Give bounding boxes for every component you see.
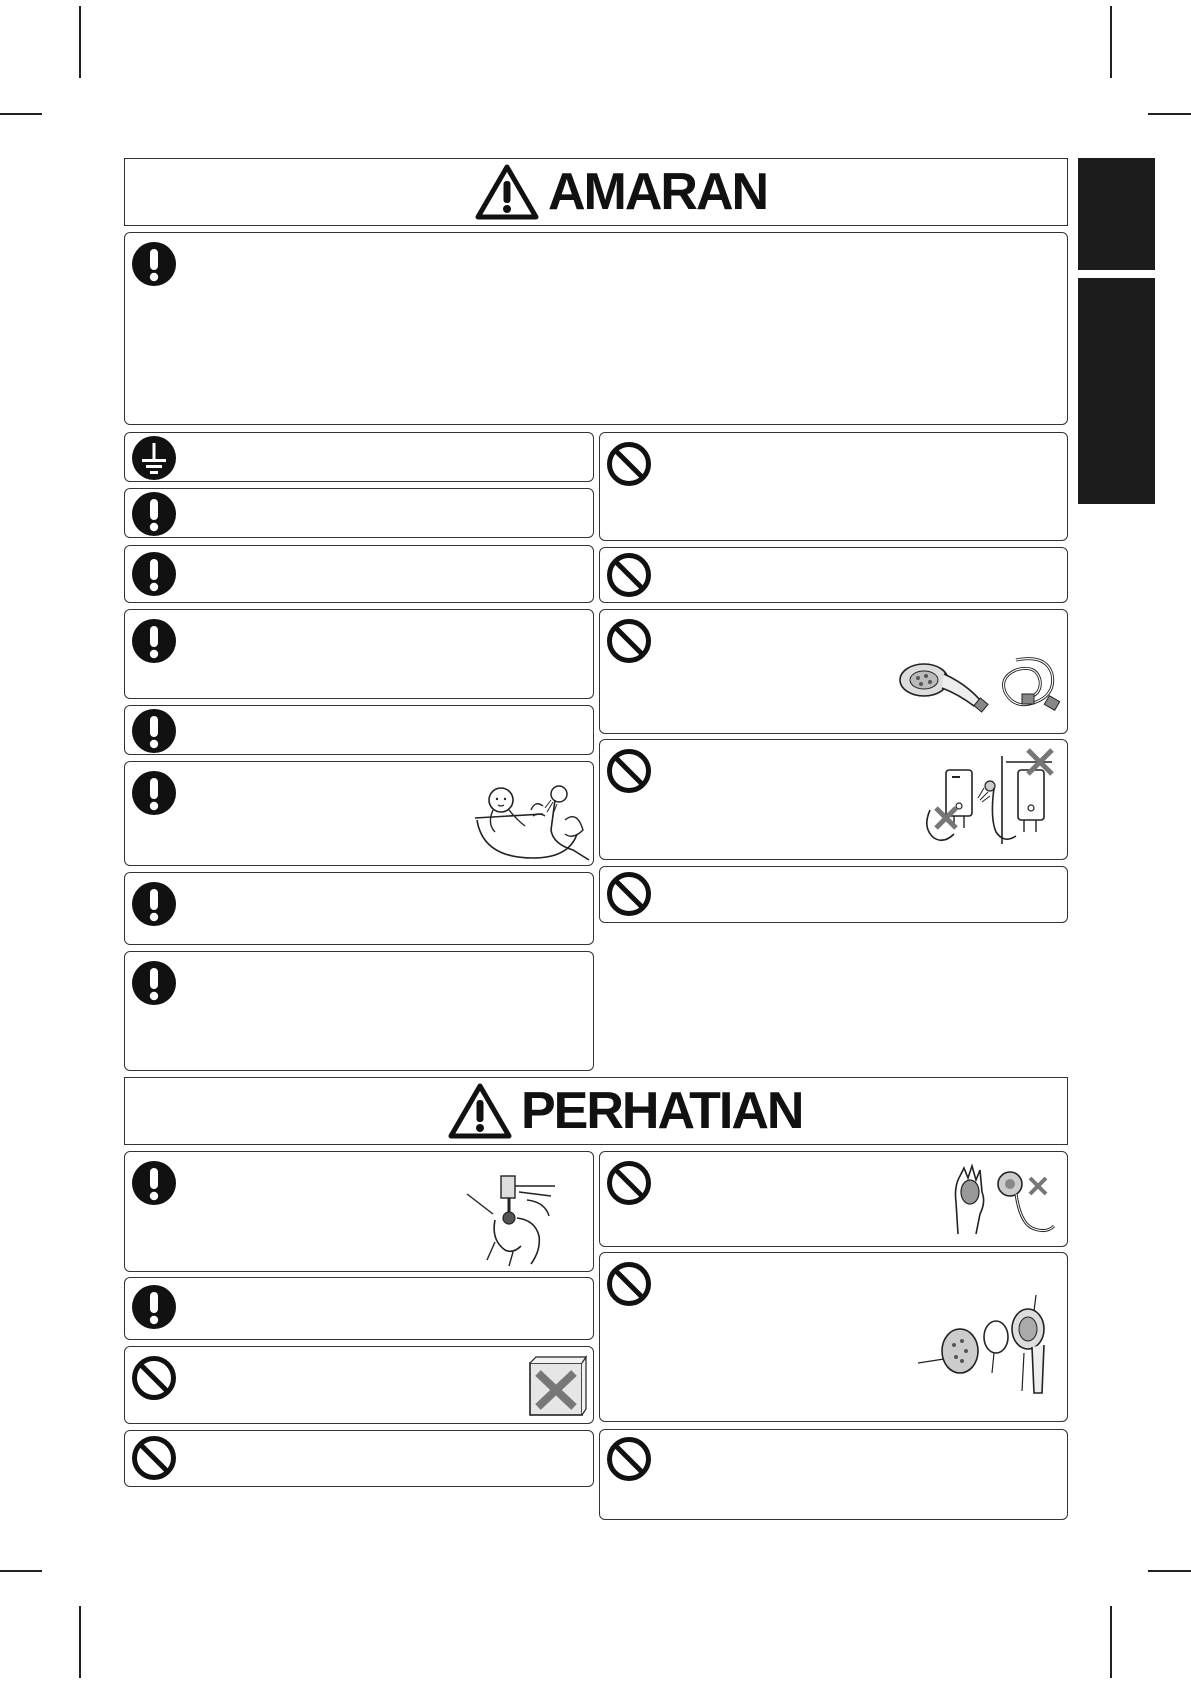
warning-item-mandatory — [124, 872, 594, 945]
shower-hand-illustration — [950, 1162, 1062, 1238]
caution-item-mandatory — [124, 1277, 594, 1340]
crop-mark — [79, 6, 81, 78]
crop-mark — [1148, 113, 1191, 115]
caution-item-prohibited — [124, 1430, 594, 1487]
warning-item-prohibited — [599, 432, 1068, 541]
prohibition-icon — [131, 1355, 177, 1401]
shower-head-hose-illustration — [896, 654, 1062, 724]
warning-item-mandatory — [124, 609, 594, 699]
prohibition-icon — [131, 1435, 177, 1481]
prohibition-icon — [606, 871, 652, 917]
exclamation-mandatory-icon — [131, 881, 177, 927]
crop-mark — [1148, 1570, 1191, 1572]
exclamation-mandatory-icon — [131, 551, 177, 597]
warning-item-baby-shower — [124, 761, 594, 866]
exclamation-mandatory-icon — [131, 770, 177, 816]
caution-item-appliance — [124, 1346, 594, 1424]
caution-item-shower-hand — [599, 1151, 1068, 1247]
exclamation-mandatory-icon — [131, 960, 177, 1006]
crop-mark — [79, 1606, 81, 1678]
prohibition-icon — [606, 1160, 652, 1206]
caution-item-prohibited — [599, 1429, 1068, 1520]
prohibition-icon — [606, 1436, 652, 1482]
exclamation-mandatory-icon — [131, 708, 177, 754]
warning-item-general — [124, 232, 1068, 425]
warning-item-mandatory — [124, 488, 594, 538]
thumb-tab — [1078, 158, 1155, 270]
warning-item-prohibited — [599, 547, 1068, 603]
caution-item-shower-parts — [599, 1252, 1068, 1422]
exclamation-mandatory-icon — [131, 491, 177, 537]
warning-item-mandatory — [124, 705, 594, 755]
warning-item-heater-install — [599, 739, 1068, 860]
warning-triangle-icon — [474, 163, 540, 221]
crop-mark — [0, 1570, 42, 1572]
warning-item-mandatory — [124, 545, 594, 603]
crop-mark — [1110, 1606, 1112, 1678]
warning-item-shower-head — [599, 609, 1068, 734]
inlet-filter-cleaning-illustration — [465, 1170, 569, 1268]
exclamation-mandatory-icon — [131, 618, 177, 664]
warning-item-earth — [124, 432, 594, 482]
warning-item-prohibited — [599, 866, 1068, 923]
warning-banner — [124, 158, 1068, 226]
crop-mark — [1110, 6, 1112, 78]
earth-ground-icon — [131, 435, 177, 481]
appliance-cross-illustration — [526, 1355, 588, 1417]
crop-mark — [0, 113, 42, 115]
exclamation-mandatory-icon — [131, 1160, 177, 1206]
caution-title: PERHATIAN — [521, 1082, 803, 1140]
prohibition-icon — [606, 748, 652, 794]
prohibition-icon — [606, 1261, 652, 1307]
baby-shower-illustration — [473, 780, 591, 864]
warning-triangle-icon — [447, 1082, 513, 1140]
heater-installation-illustration — [920, 748, 1066, 854]
caution-item-inlet-filter — [124, 1151, 594, 1272]
caution-banner — [124, 1077, 1068, 1145]
warning-title: AMARAN — [548, 163, 768, 221]
exclamation-mandatory-icon — [131, 1284, 177, 1330]
shower-head-parts-illustration — [916, 1293, 1056, 1405]
exclamation-mandatory-icon — [131, 241, 177, 287]
prohibition-icon — [606, 618, 652, 664]
thumb-tab — [1078, 278, 1155, 504]
prohibition-icon — [606, 441, 652, 487]
warning-item-mandatory — [124, 951, 594, 1071]
prohibition-icon — [606, 552, 652, 598]
